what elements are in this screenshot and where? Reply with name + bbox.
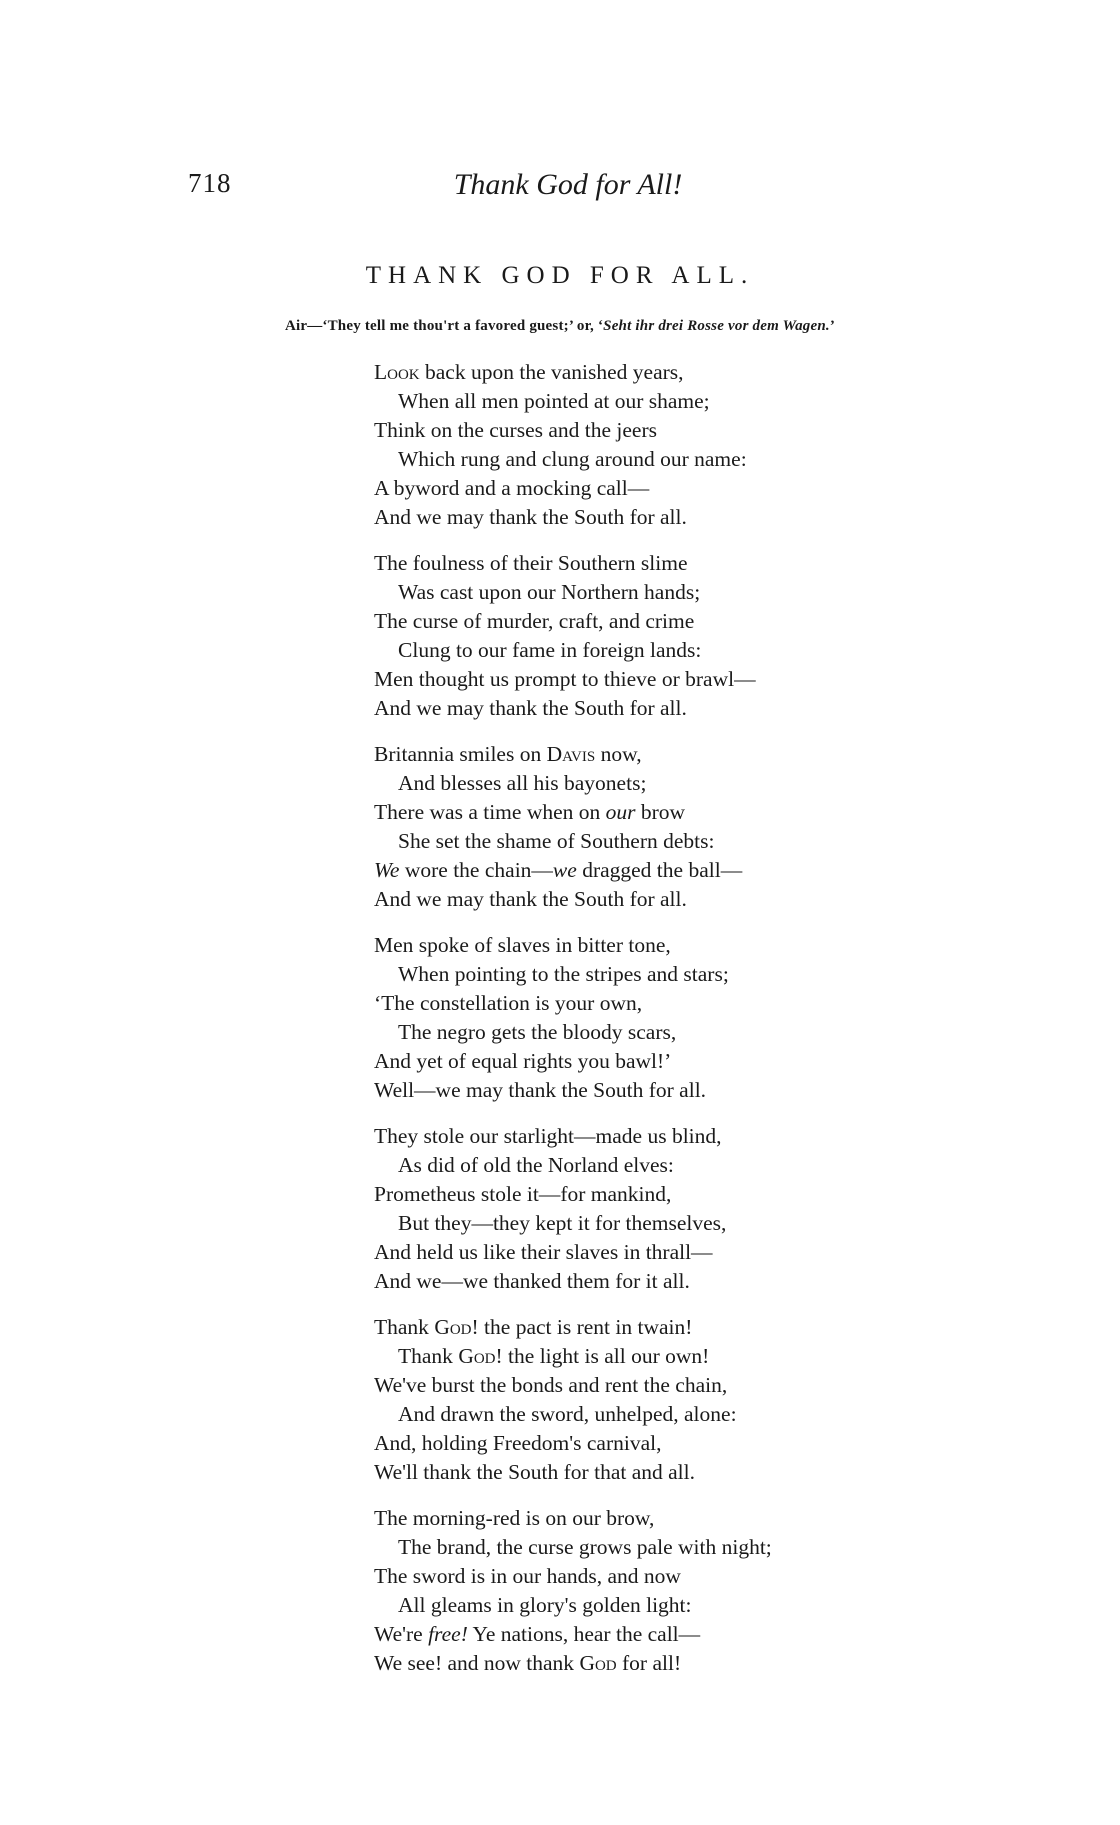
verse-line: We're free! Ye nations, hear the call— [374, 1622, 701, 1646]
verse-line: Look back upon the vanished years, [374, 360, 684, 384]
air-note [0, 318, 1120, 335]
verse-line: Clung to our fame in foreign lands: [398, 638, 702, 662]
verse-line: There was a time when on our brow [374, 800, 686, 824]
verse-line: They stole our starlight—made us blind, [374, 1124, 722, 1148]
verse-line: And we may thank the South for all. [374, 505, 687, 529]
verse-line: Which rung and clung around our name: [398, 447, 747, 471]
verse-line: And blesses all his bayonets; [398, 771, 647, 795]
verse-line: And we may thank the South for all. [374, 887, 687, 911]
verse-line: Well—we may thank the South for all. [374, 1078, 707, 1102]
verse-line: She set the shame of Southern debts: [398, 829, 715, 853]
verse-line: The negro gets the bloody scars, [398, 1020, 677, 1044]
verse-line: ‘The constellation is your own, [374, 991, 643, 1015]
italic-word: We [374, 858, 400, 882]
italic-word: our [605, 800, 636, 824]
running-head [188, 168, 948, 208]
poem-body [374, 358, 974, 1695]
stanza-4 [374, 931, 974, 1105]
verse-line: And, holding Freedom's carnival, [374, 1431, 662, 1455]
verse-line: Was cast upon our Northern hands; [398, 580, 701, 604]
air-note-prefix: Air—‘They tell me thou'rt a favored guest;’ or, ‘ [284, 318, 604, 334]
stanza-5 [374, 1122, 974, 1296]
verse-line: Think on the curses and the jeers [374, 418, 657, 442]
verse-line: A byword and a mocking call— [374, 476, 650, 500]
verse-line: And yet of equal rights you bawl!’ [374, 1049, 672, 1073]
verse-line: And held us like their slaves in thrall— [374, 1240, 713, 1264]
stanza-1 [374, 358, 974, 532]
stanza-6 [374, 1313, 974, 1487]
verse-line: We see! and now thank God for all! [374, 1651, 682, 1675]
page-number: 718 [188, 168, 232, 198]
running-title: Thank God for All! [453, 168, 683, 201]
verse-line: The curse of murder, craft, and crime [374, 609, 695, 633]
small-caps-word: Davis [546, 742, 596, 766]
stanza-3 [374, 740, 974, 914]
verse-line: The foulness of their Southern slime [374, 551, 688, 575]
verse-line: We've burst the bonds and rent the chain, [374, 1373, 728, 1397]
small-caps-word: God [458, 1344, 496, 1368]
verse-line: Men thought us prompt to thieve or brawl— [374, 667, 756, 691]
italic-word: free! [428, 1622, 468, 1646]
verse-line: And we may thank the South for all. [374, 696, 687, 720]
small-caps-word: God [434, 1315, 472, 1339]
italic-word: we [552, 858, 577, 882]
stanza-7 [374, 1504, 974, 1678]
verse-line: As did of old the Norland elves: [398, 1153, 674, 1177]
air-note-suffix: ’ [829, 318, 836, 334]
verse-line: Men spoke of slaves in bitter tone, [374, 933, 671, 957]
poem-title: THANK GOD FOR ALL. [365, 262, 755, 289]
verse-line: We'll thank the South for that and all. [374, 1460, 695, 1484]
verse-line: The sword is in our hands, and now [374, 1564, 681, 1588]
verse-line: We wore the chain—we dragged the ball— [374, 858, 743, 882]
verse-line: Thank God! the pact is rent in twain! [374, 1315, 693, 1339]
small-caps-word: God [579, 1651, 617, 1675]
verse-line: But they—they kept it for themselves, [398, 1211, 727, 1235]
verse-line: And we—we thanked them for it all. [374, 1269, 690, 1293]
verse-line: And drawn the sword, unhelped, alone: [398, 1402, 737, 1426]
verse-line: The brand, the curse grows pale with night; [398, 1535, 772, 1559]
verse-line: When pointing to the stripes and stars; [398, 962, 729, 986]
small-caps-word: Look [374, 360, 420, 384]
verse-line: When all men pointed at our shame; [398, 389, 710, 413]
stanza-2 [374, 549, 974, 723]
verse-line: Thank God! the light is all our own! [398, 1344, 710, 1368]
verse-line: The morning-red is on our brow, [374, 1506, 655, 1530]
verse-line: All gleams in glory's golden light: [398, 1593, 692, 1617]
verse-line: Prometheus stole it—for mankind, [374, 1182, 672, 1206]
verse-line: Britannia smiles on Davis now, [374, 742, 642, 766]
air-note-german-title: Seht ihr drei Rosse vor dem Wagen. [603, 318, 830, 334]
